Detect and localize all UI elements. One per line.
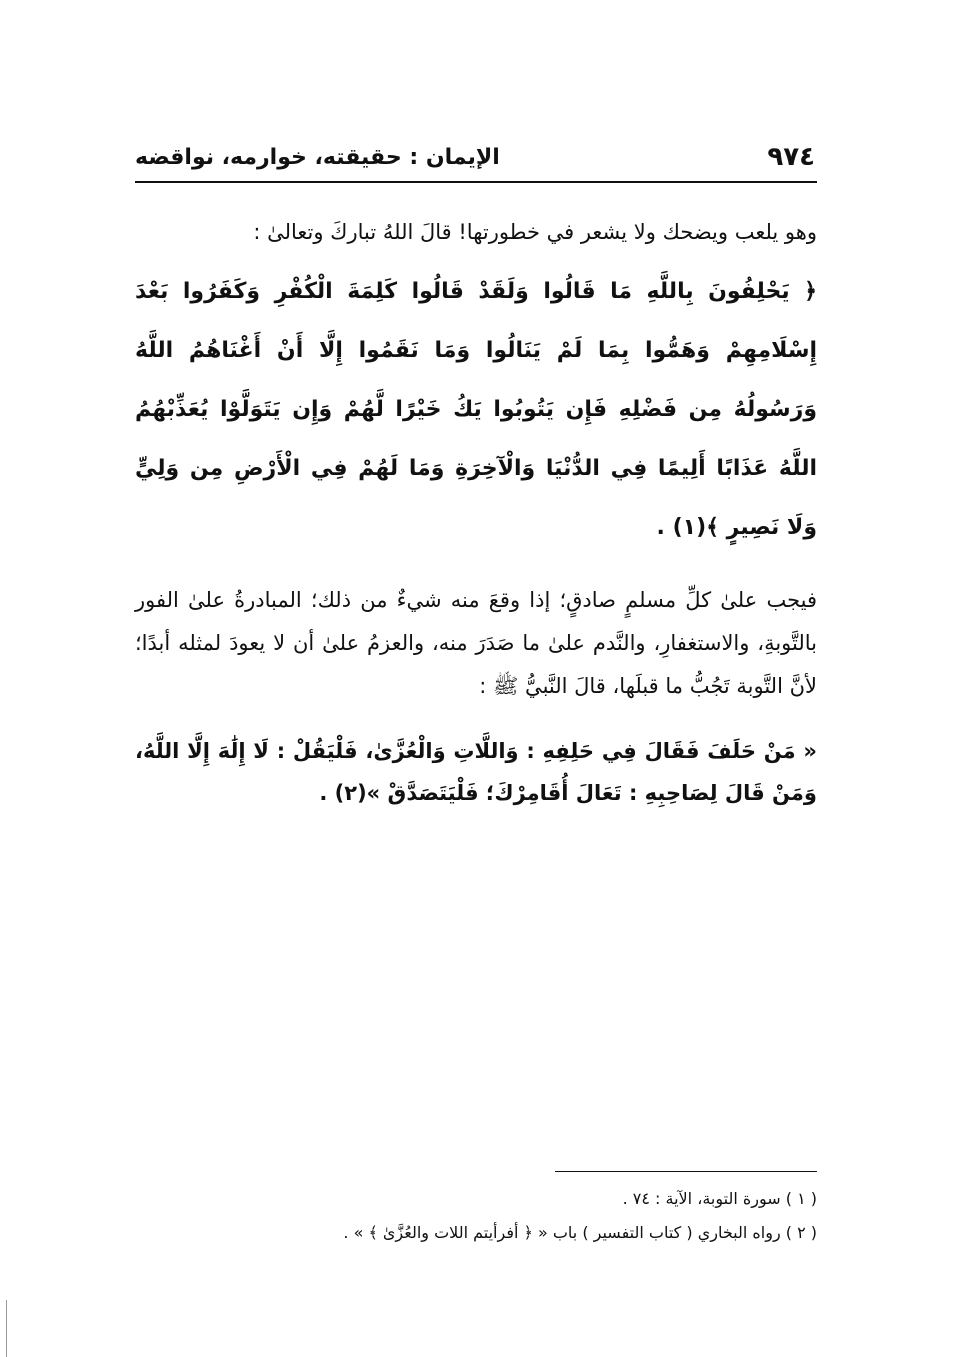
ruling-paragraph: فيجب علىٰ كلِّ مسلمٍ صادقٍ؛ إذا وقعَ منه شيءٌ من ذلك؛ المبادرةُ علىٰ الفور بالتَّوبةِ، والاستغفارِ، والنَّدم علىٰ ما صَدَرَ منه، والعزمُ علىٰ أن لا يعودَ لمثله أبدًا؛ لأنَّ التَّوبة تَجُبُّ ما قبلَها، قالَ النَّبيُّ ﷺ : bbox=[135, 588, 817, 698]
intro-paragraph: وهو يلعب ويضحك ولا يشعر في خطورتها! قالَ اللهُ تباركَ وتعالىٰ : bbox=[253, 220, 817, 244]
running-title: الإيمان : حقيقته، خوارمه، نواقضه bbox=[135, 145, 500, 170]
body-text bbox=[135, 212, 817, 814]
hadith-quote: « مَنْ حَلَفَ فَقَالَ فِي حَلِفِهِ : وَاللَّاتِ وَالْعُزَّىٰ، فَلْيَقُلْ : لَا إِلَٰهَ إِلَّا اللَّهُ، وَمَنْ قَالَ لِصَاحِبِهِ : تَعَالَ أُقَامِرْكَ؛ فَلْيَتَصَدَّقْ »(٢) . bbox=[135, 739, 817, 805]
footnote-rule bbox=[555, 1171, 817, 1172]
quran-verse: ﴿ يَحْلِفُونَ بِاللَّهِ مَا قَالُوا وَلَقَدْ قَالُوا كَلِمَةَ الْكُفْرِ وَكَفَرُوا بَعْدَ إِسْلَامِهِمْ وَهَمُّوا بِمَا لَمْ يَنَالُوا وَمَا نَقَمُوا إِلَّا أَنْ أَغْنَاهُمُ اللَّهُ وَرَسُولُهُ مِن فَضْلِهِ فَإِن يَتُوبُوا يَكُ خَيْرًا لَّهُمْ وَإِن يَتَوَلَّوْا يُعَذِّبْهُمُ اللَّهُ عَذَابًا أَلِيمًا فِي الدُّنْيَا وَالْآخِرَةِ وَمَا لَهُمْ فِي الْأَرْضِ مِن وَلِيٍّ وَلَا نَصِيرٍ ﴾(١) . bbox=[135, 279, 817, 540]
page-header bbox=[135, 138, 815, 180]
page-edge-line bbox=[6, 1300, 7, 1357]
footnote-2: ( ٢ ) رواه البخاري ( كتاب التفسير ) باب « ﴿ أفرأيتم اللات والعُزَّىٰ ﴾ » . bbox=[343, 1223, 817, 1242]
header-rule bbox=[135, 181, 817, 183]
footnotes bbox=[200, 1182, 817, 1250]
page-number: ٩٧٤ bbox=[767, 142, 815, 172]
footnote-1: ( ١ ) سورة التوبة، الآية : ٧٤ . bbox=[622, 1189, 817, 1208]
